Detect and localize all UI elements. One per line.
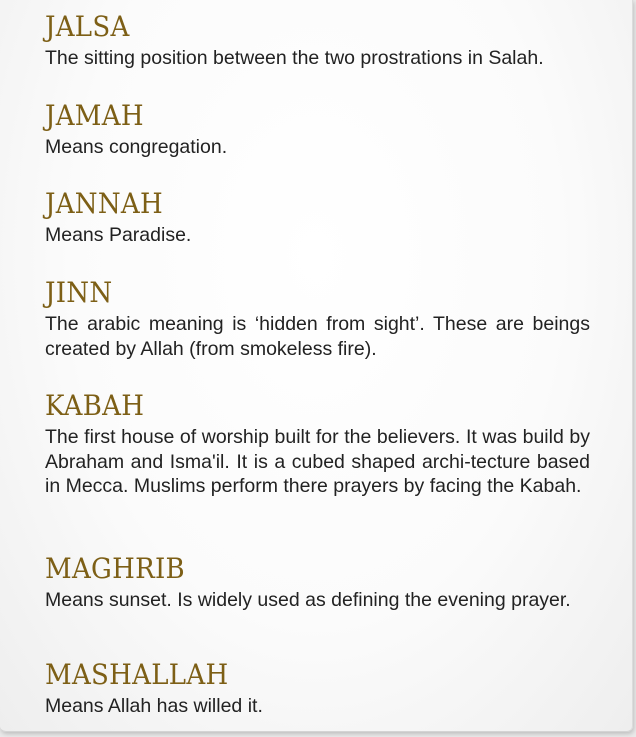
glossary-entry-jamah — [45, 99, 590, 160]
definition-jinn: The arabic meaning is ‘hidden from sight’. These are beings created by Allah (from smokeless fire). — [45, 313, 590, 360]
term-jamah: JAMAH — [45, 99, 144, 132]
definition-mashallah: Means Allah has willed it. — [45, 695, 263, 717]
term-mashallah: MASHALLAH — [45, 658, 229, 691]
glossary-entry-maghrib — [45, 552, 590, 613]
glossary-entry-kabah — [45, 389, 590, 499]
definition-jamah: Means congregation. — [45, 136, 228, 158]
term-jannah: JANNAH — [45, 187, 164, 220]
term-jalsa: JALSA — [45, 10, 130, 43]
term-maghrib: MAGHRIB — [45, 552, 185, 585]
glossary-entry-jannah — [45, 187, 590, 248]
term-kabah: KABAH — [45, 389, 145, 422]
definition-jalsa: The sitting position between the two prostrations in Salah. — [45, 47, 544, 69]
glossary-entry-jalsa — [45, 10, 590, 71]
term-jinn: JINN — [45, 276, 113, 309]
definition-maghrib: Means sunset. Is widely used as defining the evening prayer. — [45, 589, 571, 611]
definition-jannah: Means Paradise. — [45, 224, 192, 246]
definition-kabah: The first house of worship built for the believers. It was build by Abraham and Isma'il. It is a cubed shaped archi-tecture based in Mecca. Muslims perform there prayers by facing the Kabah. — [45, 426, 590, 497]
glossary-entry-mashallah — [45, 658, 590, 719]
glossary-entry-jinn — [45, 276, 590, 361]
